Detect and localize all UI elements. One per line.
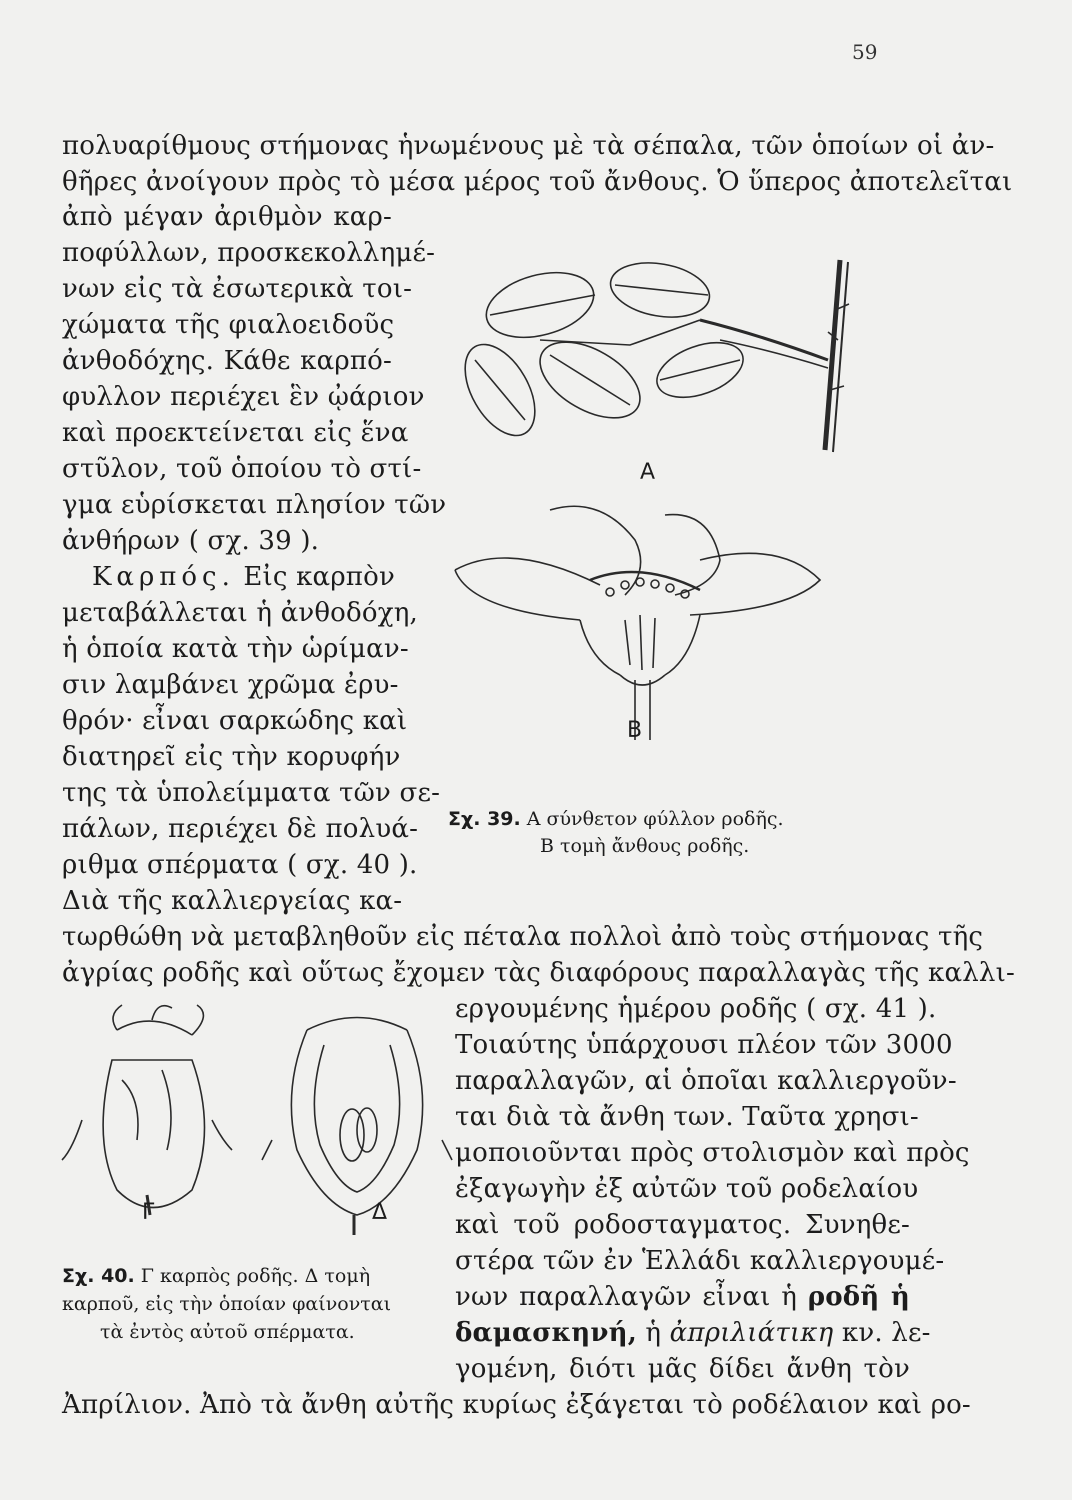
fruit-section-illustration xyxy=(262,1000,452,1240)
text-line: εργουμένης ἡμέρου ροδῆς ( σχ. 41 ). xyxy=(455,994,937,1024)
text-line: ἀπὸ μέγαν ἀριθμὸν καρ- xyxy=(62,202,392,232)
figure-label-d: Δ xyxy=(372,1200,388,1225)
text-line: ἐξαγωγὴν ἐξ αὐτῶν τοῦ ροδελαίου xyxy=(455,1174,919,1204)
figure-40-caption-line-1 xyxy=(62,1264,370,1288)
text-line: της τὰ ὑπολείμματα τῶν σε- xyxy=(62,778,441,808)
flower-section-illustration xyxy=(450,500,830,750)
text-line: στέρα τῶν ἐν Ἑλλάδι καλλιεργουμέ- xyxy=(455,1246,945,1276)
italic-term: ἀπριλιάτικη xyxy=(669,1318,834,1348)
figure-40-caption-line-2: καρποῦ, εἰς τὴν ὁποίαν φαίνονται xyxy=(62,1293,392,1315)
text-line: θῆρες ἀνοίγουν πρὸς τὸ μέσα μέρος τοῦ ἄνθους. Ὁ ὕπερος ἀποτελεῖται xyxy=(62,167,1013,197)
figure-40-caption-line-3: τὰ ἐντὸς αὐτοῦ σπέρματα. xyxy=(100,1321,355,1343)
text-line: καὶ προεκτείνεται εἰς ἕνα xyxy=(62,418,409,448)
text-line: πολυαρίθμους στήμονας ἡνωμένους μὲ τὰ σέπαλα, τῶν ὁποίων οἱ ἀν- xyxy=(62,131,995,161)
text-span: κν. λε- xyxy=(841,1318,931,1348)
text-line: φυλλον περιέχει ἓν ᾠάριον xyxy=(62,382,425,412)
rose-hip-illustration xyxy=(62,1000,232,1230)
figure-39-caption-line-2: Β τομὴ ἄνθους ροδῆς. xyxy=(540,835,750,857)
figure-39-caption-line-1 xyxy=(448,807,784,831)
figure-39b-flower-section xyxy=(450,500,830,750)
leaf-illustration xyxy=(430,250,870,480)
text-line: πάλων, περιέχει δὲ πολυά- xyxy=(62,814,419,844)
text-line: καὶ τοῦ ροδοσταγματος. Συνηθε- xyxy=(455,1210,910,1240)
text-line: στῦλον, τοῦ ὁποίου τὸ στί- xyxy=(62,454,422,484)
page-number: 59 xyxy=(852,40,878,64)
heading-continuation: Εἰς καρπὸν xyxy=(243,562,395,592)
text-line: διατηρεῖ εἰς τὴν κορυφήν xyxy=(62,742,401,772)
text-line: μοποιοῦνται πρὸς στολισμὸν καὶ πρὸς xyxy=(455,1138,970,1168)
caption-text: Α σύνθετον φύλλον ροδῆς. xyxy=(526,808,784,830)
text-span: νων παραλλαγῶν εἶναι ἡ xyxy=(455,1282,798,1312)
figure-label-g: Γ xyxy=(142,1200,155,1225)
text-line: ται διὰ τὰ ἄνθη των. Ταῦτα χρησι- xyxy=(455,1102,919,1132)
figure-39-number: Σχ. 39. xyxy=(448,808,521,830)
section-heading-line xyxy=(92,561,395,593)
figure-label-b: Β xyxy=(627,718,643,743)
figure-40d-fruit-section xyxy=(262,1000,452,1240)
text-line: χώματα τῆς φιαλοειδοῦς xyxy=(62,310,395,340)
text-line: σιν λαμβάνει χρῶμα ἐρυ- xyxy=(62,670,399,700)
text-span: ἡ xyxy=(645,1318,662,1348)
text-line: ἡ ὁποία κατὰ τὴν ὡρίμαν- xyxy=(62,634,409,664)
bold-term: δαμασκηνή, xyxy=(455,1318,637,1348)
section-heading-karpos: Καρπός. xyxy=(92,562,235,592)
text-line: παραλλαγῶν, αἱ ὁποῖαι καλλιεργοῦν- xyxy=(455,1066,957,1096)
text-line: Ἀπρίλιον. Ἀπὸ τὰ ἄνθη αὐτῆς κυρίως ἐξάγεται τὸ ροδέλαιον καὶ ρο- xyxy=(62,1390,971,1420)
text-line: μεταβάλλεται ἡ ἀνθοδόχη, xyxy=(62,598,418,628)
figure-40-number: Σχ. 40. xyxy=(62,1265,135,1287)
text-line: Τοιαύτης ὑπάρχουσι πλέον τῶν 3000 xyxy=(455,1030,953,1060)
text-line: ποφύλλων, προσκεκολλημέ- xyxy=(62,238,436,268)
text-line: θρόν· εἶναι σαρκώδης καὶ xyxy=(62,706,408,736)
text-line-mixed xyxy=(455,1317,931,1349)
figure-39a-rose-leaf xyxy=(430,250,870,485)
text-line: ἀνθήρων ( σχ. 39 ). xyxy=(62,526,320,556)
text-line: Διὰ τῆς καλλιεργείας κα- xyxy=(62,886,403,916)
text-line: γομένη, διότι μᾶς δίδει ἄνθη τὸν xyxy=(455,1354,910,1384)
text-line-mixed xyxy=(455,1281,910,1313)
text-line: τωρθώθη νὰ μεταβληθοῦν εἰς πέταλα πολλοὶ ἀπὸ τοὺς στήμονας τῆς xyxy=(62,922,984,952)
text-line: ριθμα σπέρματα ( σχ. 40 ). xyxy=(62,850,418,880)
figure-40g-rose-hip xyxy=(62,1000,232,1230)
figure-label-a: Α xyxy=(640,460,656,485)
text-line: ἀγρίας ροδῆς καὶ οὕτως ἔχομεν τὰς διαφόρους παραλλαγὰς τῆς καλλι- xyxy=(62,958,1015,988)
text-line: γμα εὑρίσκεται πλησίον τῶν xyxy=(62,490,447,520)
text-line: ἀνθοδόχης. Κάθε καρπό- xyxy=(62,346,392,376)
caption-text: Γ καρπὸς ροδῆς. Δ τομὴ xyxy=(140,1265,371,1287)
text-line: νων εἰς τὰ ἐσωτερικὰ τοι- xyxy=(62,274,413,304)
bold-term: ροδῆ ἡ xyxy=(807,1282,910,1312)
